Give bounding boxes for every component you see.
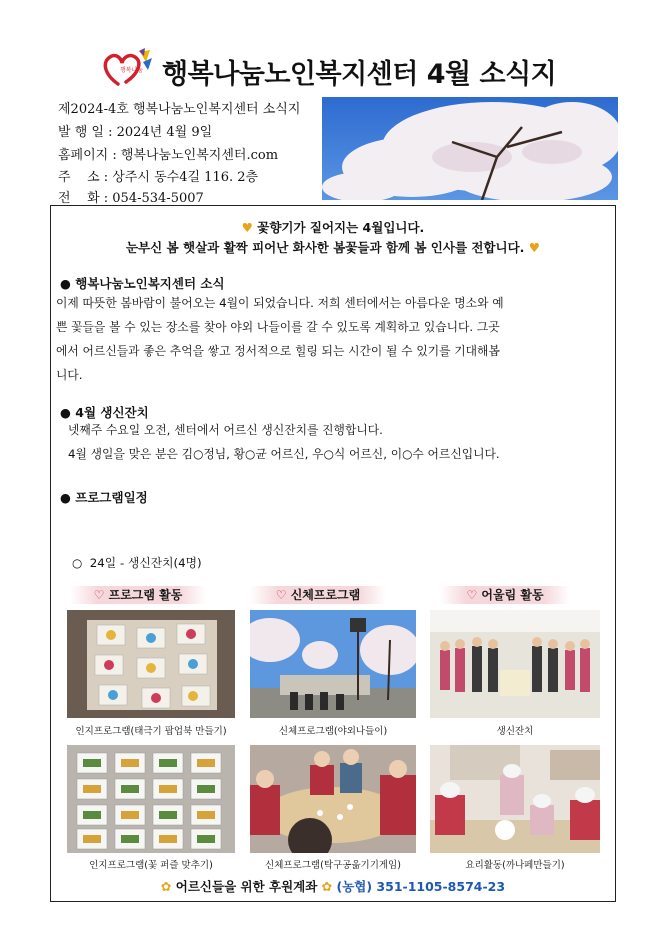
caption-birthday: 생신잔치 — [496, 726, 534, 737]
phone: 전 화 : 054-534-5007 — [58, 191, 204, 206]
logo-heart-icon: ♡ — [466, 588, 478, 602]
intro-line-2: 눈부신 봄 햇살과 활짝 피어난 화사한 봄꽃들과 함께 봄 인사를 전합니다. ♥ — [125, 240, 541, 255]
issue-number: 제2024-4호 행복나눔노인복지센터 소식지 — [58, 102, 301, 117]
photo-popup-book — [67, 610, 235, 718]
heart-icon: ♥ — [241, 220, 253, 235]
heart-icon: ♥ — [528, 240, 541, 255]
donation-label: 어르신들을 위한 후원계좌 — [175, 879, 318, 894]
svg-text:행복나눔: 행복나눔 — [120, 67, 144, 74]
category-social: ♡ 어울림 활동 — [440, 586, 570, 604]
caption-popup-book: 인지프로그램(태극기 팝업북 만들기) — [75, 726, 227, 737]
section-title-birthday: ● 4월 생신잔치 — [60, 405, 149, 420]
flower-icon: ✿ — [321, 879, 333, 894]
logo-heart-icon: ♡ — [93, 588, 105, 602]
photo-outing — [250, 610, 416, 718]
photo-ping-pong-game — [250, 745, 416, 853]
logo-heart-icon: ♡ — [275, 588, 287, 602]
birthday-body: 넷째주 수요일 오전, 센터에서 어르신 생신잔치를 진행합니다. 4월 생일을 맞은 분은 김○정님, 황○균 어르신, 우○식 어르신, 이○수 어르신입니다. — [68, 423, 500, 461]
address: 주 소 : 상주시 동수4길 116. 2층 — [58, 170, 259, 185]
caption-outing: 신체프로그램(야외나들이) — [278, 726, 388, 737]
caption-ping-pong: 신체프로그램(탁구공옮기기게임) — [265, 860, 401, 871]
bullet-icon: ● — [60, 276, 71, 291]
homepage: 홈페이지 : 행복나눔노인복지센터.com — [58, 148, 279, 163]
photo-canape-cooking — [430, 745, 600, 853]
category-physical: ♡ 신체프로그램 — [250, 586, 386, 604]
photo-birthday-party — [430, 610, 600, 718]
section-title-news: ● 행복나눔노인복지센터 소식 — [60, 276, 225, 291]
news-body: 이제 따뜻한 봄바람이 불어오는 4월이 되었습니다. 저희 센터에서는 아름다운 명소와 예 쁜 꽃들을 볼 수 있는 장소를 찾아 야외 나들이를 갈 수 있도록 계획하고 있습니다. 그곳 에서 어르신들과 좋은 추억을 쌓고 정서적으로 힐링 되는 시간이 될 수 있기를 기대해봅 니다. — [56, 296, 504, 382]
center-logo — [100, 48, 156, 88]
bullet-icon: ● — [60, 405, 71, 420]
photo-flower-puzzle — [67, 745, 235, 853]
caption-cooking: 요리활동(까나페만들기) — [465, 860, 565, 871]
bullet-icon: ● — [60, 490, 71, 505]
publish-date: 발 행 일 : 2024년 4월 9일 — [58, 125, 213, 140]
flower-icon: ✿ — [160, 879, 172, 894]
intro-line-1: ♥ 꽃향기가 짙어지는 4월입니다. — [241, 220, 425, 235]
section-title-schedule: ● 프로그램일정 — [60, 490, 148, 505]
caption-flower-puzzle: 인지프로그램(꽃 퍼즐 맞추기) — [89, 860, 213, 871]
donation-footer — [50, 877, 616, 895]
newsletter-title: 행복나눔노인복지센터 4월 소식지 — [162, 59, 557, 90]
cherry-blossom-photo — [322, 97, 618, 200]
donation-account: (농협) 351-1105-8574-23 — [336, 879, 506, 894]
schedule-item: ○ 24일 - 생신잔치(4명) — [72, 556, 202, 570]
category-program: ♡ 프로그램 활동 — [70, 586, 206, 604]
